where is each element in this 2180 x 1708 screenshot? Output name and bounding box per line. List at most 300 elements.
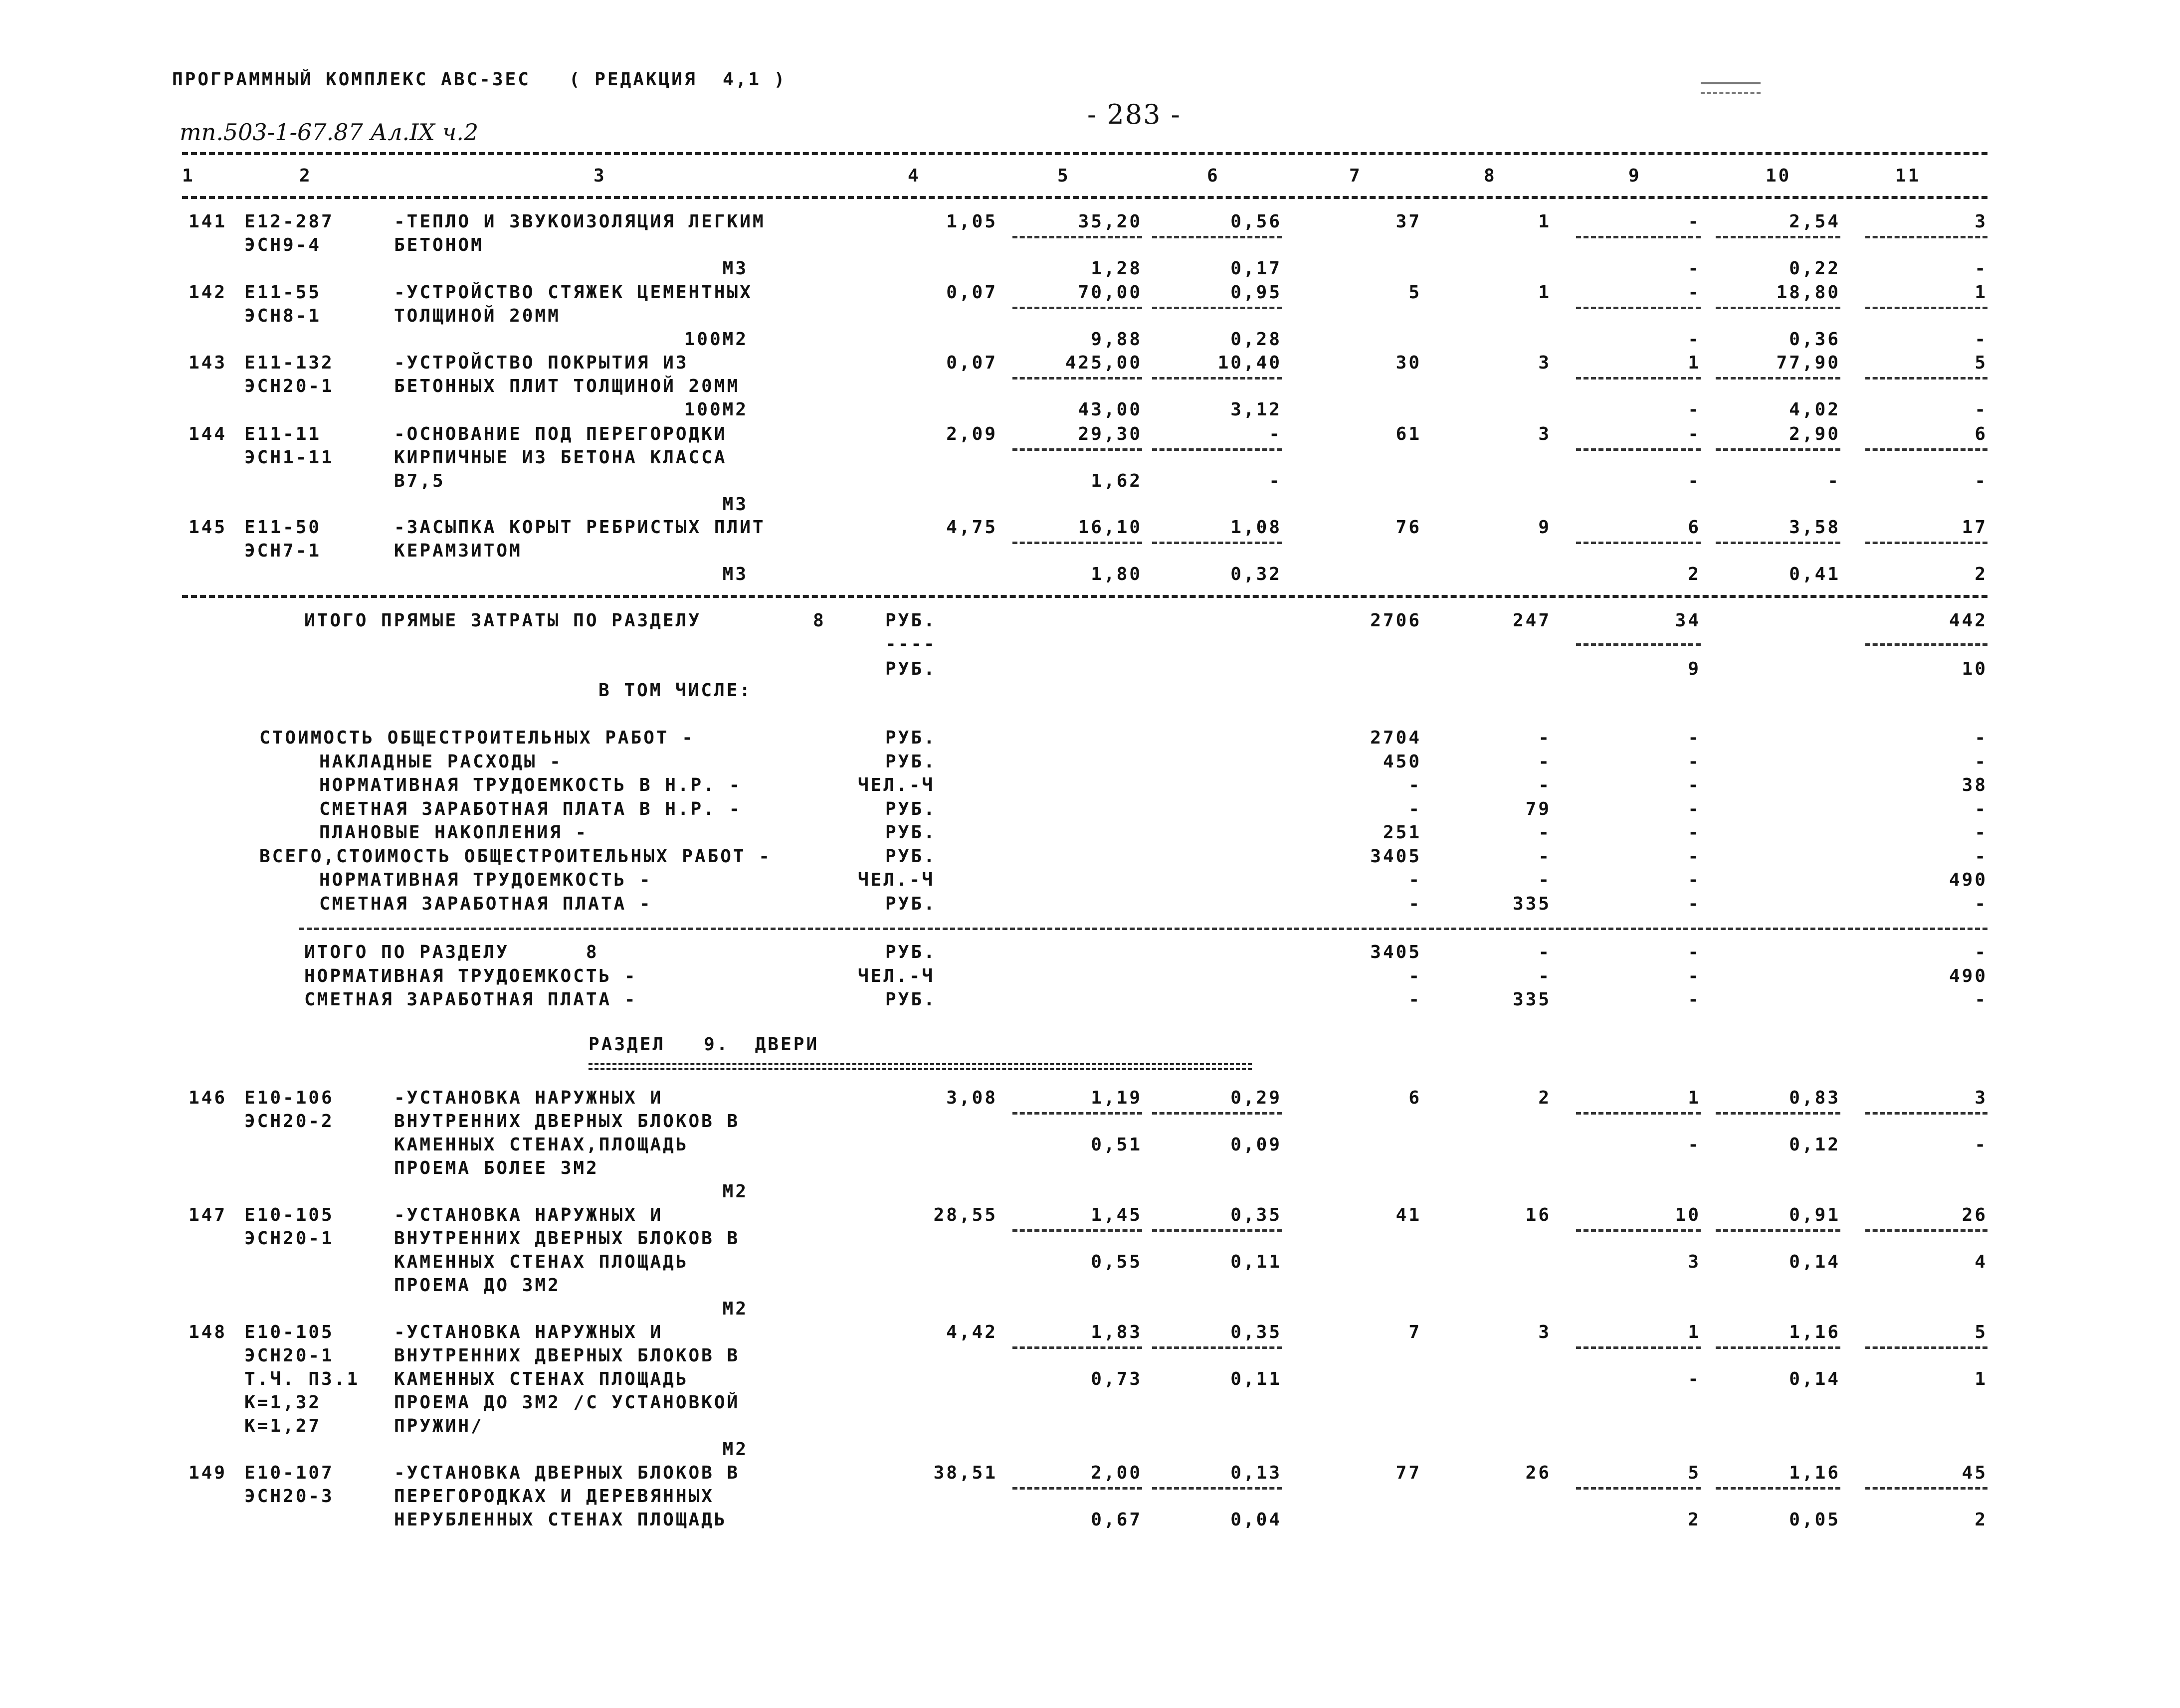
row-c5-second: 1,62 (1091, 471, 1142, 491)
row-c9: 6 (1688, 517, 1701, 538)
row-unit: М2 (722, 1181, 748, 1202)
row-c9: 1 (1688, 353, 1701, 373)
summary-col7: - (1408, 870, 1421, 890)
totals-col11-b: 10 (1962, 659, 1987, 679)
row-c9-second: 2 (1688, 564, 1701, 584)
row-c8: 16 (1525, 1205, 1551, 1225)
section-total-label: СМЕТНАЯ ЗАРАБОТНАЯ ПЛАТА - (304, 989, 637, 1010)
page-number: - 283 - (1087, 99, 1181, 130)
row-c10-second: 0,14 (1789, 1252, 1840, 1272)
row-c8: 3 (1538, 424, 1551, 444)
row-c11: 3 (1975, 1088, 1987, 1108)
row-c10: 1,16 (1789, 1463, 1840, 1483)
row-c10-second: 0,36 (1789, 329, 1840, 350)
row-c11: 5 (1975, 353, 1987, 373)
summary-col8: 79 (1525, 798, 1551, 819)
document-code: тп.503-1-67.87 Ал.IX ч.2 (180, 119, 479, 146)
row-number: 149 (188, 1463, 227, 1483)
row-dash (1576, 236, 1701, 238)
row-c10-second: 0,05 (1789, 1510, 1840, 1530)
row-c11-second: 4 (1975, 1252, 1987, 1272)
row-c9: - (1688, 211, 1701, 232)
summary-col7: - (1408, 775, 1421, 795)
row-description: -УСТАНОВКА НАРУЖНЫХ И (394, 1088, 663, 1108)
row-c5-second: 1,80 (1091, 564, 1142, 584)
row-c6-second: 0,11 (1230, 1252, 1282, 1272)
row-description: ПЕРЕГОРОДКАХ И ДЕРЕВЯННЫХ (394, 1486, 714, 1507)
row-c10-second: - (1827, 471, 1840, 491)
row-c5-second: 0,51 (1091, 1135, 1142, 1155)
row-code: Е12-287 (244, 211, 334, 232)
section-total-col11: 490 (1949, 965, 1987, 986)
row-c6: 10,40 (1217, 353, 1282, 373)
totals-section-number: 8 (813, 610, 826, 631)
stamp-mark (1701, 92, 1761, 94)
row-description: -ОСНОВАНИЕ ПОД ПЕРЕГОРОДКИ (394, 424, 727, 444)
section-total-col9: - (1688, 942, 1701, 962)
row-code: Е11-50 (244, 517, 322, 538)
column-header: 3 (594, 166, 606, 186)
summary-col9: - (1688, 893, 1701, 914)
summary-col9: - (1688, 870, 1701, 890)
row-c10-second: 0,41 (1789, 564, 1840, 584)
row-c8: 3 (1538, 353, 1551, 373)
row-c9: 1 (1688, 1088, 1701, 1108)
row-dash (1012, 542, 1142, 544)
row-dash (1012, 1346, 1142, 1349)
row-c10: 1,16 (1789, 1322, 1840, 1342)
summary-label: НОРМАТИВНАЯ ТРУДОЕМКОСТЬ В Н.Р. - (319, 775, 742, 795)
row-subcode: ЭСН1-11 (244, 447, 334, 468)
row-dash (1716, 1229, 1840, 1232)
summary-col7: - (1408, 798, 1421, 819)
row-c10: 0,83 (1789, 1088, 1840, 1108)
row-dash (1865, 236, 1987, 238)
row-dash (1576, 448, 1701, 451)
row-code: Е11-55 (244, 282, 322, 303)
section9-underline (589, 1063, 1252, 1065)
row-c9: - (1688, 424, 1701, 444)
row-subcode: Т.Ч. П3.1 (244, 1369, 360, 1389)
row-dash (1576, 542, 1701, 544)
column-header: 1 (182, 166, 195, 186)
totals-col11: 442 (1949, 610, 1987, 631)
program-header: ПРОГРАММНЫЙ КОМПЛЕКС АВС-ЗЕС ( РЕДАКЦИЯ 4,1 ) (172, 69, 787, 90)
row-c5: 16,10 (1078, 517, 1142, 538)
row-description: ПРОЕМА БОЛЕЕ 3М2 (394, 1158, 599, 1178)
section-total-label: ИТОГО ПО РАЗДЕЛУ 8 (304, 942, 599, 962)
row-c4: 0,07 (946, 282, 997, 303)
row-dash (1012, 448, 1142, 451)
row-dash (1152, 448, 1282, 451)
row-c7: 7 (1408, 1322, 1421, 1342)
section-total-col9: - (1688, 965, 1701, 986)
column-header: 9 (1628, 166, 1641, 186)
row-c11-second: 2 (1975, 564, 1987, 584)
row-description: КАМЕННЫХ СТЕНАХ ПЛОЩАДЬ (394, 1252, 689, 1272)
row-c5: 70,00 (1078, 282, 1142, 303)
section-total-col8: - (1538, 942, 1551, 962)
row-c6-second: 0,09 (1230, 1135, 1282, 1155)
row-dash (1576, 307, 1701, 309)
row-dash (1716, 307, 1840, 309)
row-dash (1716, 1112, 1840, 1115)
row-unit: М3 (722, 494, 748, 515)
row-c10: 2,90 (1789, 424, 1840, 444)
row-dash (1865, 307, 1987, 309)
row-c6-second: 0,11 (1230, 1369, 1282, 1389)
row-number: 143 (188, 353, 227, 373)
row-dash (1012, 1112, 1142, 1115)
row-c10: 2,54 (1789, 211, 1840, 232)
section9-underline (589, 1068, 1252, 1070)
row-c9: 10 (1675, 1205, 1701, 1225)
row-dash (1576, 1487, 1701, 1490)
summary-col8: - (1538, 751, 1551, 772)
row-subcode: К=1,27 (244, 1416, 322, 1436)
row-dash (1576, 1229, 1701, 1232)
row-dash (1152, 1112, 1282, 1115)
row-dash (1152, 1487, 1282, 1490)
row-description: КЕРАМЗИТОМ (394, 541, 522, 561)
row-description: ПРОЕМА ДО 3М2 /С УСТАНОВКОЙ (394, 1392, 740, 1413)
row-dash (1012, 1487, 1142, 1490)
summary-label: СМЕТНАЯ ЗАРАБОТНАЯ ПЛАТА - (319, 893, 652, 914)
row-description: -ТЕПЛО И ЗВУКОИЗОЛЯЦИЯ ЛЕГКИМ (394, 211, 766, 232)
row-dash (1716, 236, 1840, 238)
section-total-col8: - (1538, 965, 1551, 986)
summary-col8: - (1538, 846, 1551, 867)
row-dash (1576, 377, 1701, 380)
column-header: 4 (908, 166, 921, 186)
row-subcode: ЭСН20-1 (244, 1345, 334, 1366)
row-c11: 5 (1975, 1322, 1987, 1342)
row-c10-second: 0,14 (1789, 1369, 1840, 1389)
section-total-col7: - (1408, 989, 1421, 1010)
summary-col9: - (1688, 846, 1701, 867)
summary-col11: - (1975, 728, 1987, 748)
row-description: ВНУТРЕННИХ ДВЕРНЫХ БЛОКОВ В (394, 1345, 740, 1366)
summary-label: ВСЕГО,СТОИМОСТЬ ОБЩЕСТРОИТЕЛЬНЫХ РАБОТ - (259, 846, 772, 867)
section-total-col11: - (1975, 942, 1987, 962)
section-total-col7: 3405 (1370, 942, 1421, 962)
summary-col7: 251 (1383, 822, 1421, 843)
summary-label: НОРМАТИВНАЯ ТРУДОЕМКОСТЬ - (319, 870, 652, 890)
row-c6: - (1269, 424, 1282, 444)
row-dash (1716, 448, 1840, 451)
rule-header (182, 196, 1987, 199)
row-c4: 3,08 (946, 1088, 997, 1108)
totals-unit: РУБ. (885, 610, 937, 631)
row-c9-second: 3 (1688, 1252, 1701, 1272)
row-c5-second: 9,88 (1091, 329, 1142, 350)
row-subcode: ЭСН7-1 (244, 541, 322, 561)
row-c11: 1 (1975, 282, 1987, 303)
rule-top (182, 152, 1987, 155)
row-c9: 5 (1688, 1463, 1701, 1483)
row-description: -УСТАНОВКА НАРУЖНЫХ И (394, 1205, 663, 1225)
row-code: Е10-105 (244, 1322, 334, 1342)
row-code: Е10-107 (244, 1463, 334, 1483)
section-total-col8: 335 (1512, 989, 1551, 1010)
row-c11-second: 1 (1975, 1369, 1987, 1389)
section-total-unit: РУБ. (885, 989, 937, 1010)
row-code: Е11-132 (244, 353, 334, 373)
row-dash (1716, 542, 1840, 544)
row-c7: 37 (1395, 211, 1421, 232)
row-description: -УСТРОЙСТВО СТЯЖЕК ЦЕМЕНТНЫХ (394, 282, 753, 303)
summary-unit: ЧЕЛ.-Ч (858, 870, 935, 890)
summary-col8: - (1538, 822, 1551, 843)
row-c10-second: 4,02 (1789, 399, 1840, 420)
row-c5-second: 0,73 (1091, 1369, 1142, 1389)
row-c11-second: - (1975, 471, 1987, 491)
row-c4: 0,07 (946, 353, 997, 373)
row-code: Е11-11 (244, 424, 322, 444)
summary-col9: - (1688, 775, 1701, 795)
row-c7: 41 (1395, 1205, 1421, 1225)
row-subcode: ЭСН20-2 (244, 1111, 334, 1132)
row-code: Е10-106 (244, 1088, 334, 1108)
row-c11: 17 (1962, 517, 1987, 538)
totals-col9-dash (1576, 643, 1701, 646)
totals-col9: 34 (1675, 610, 1701, 631)
row-c8: 1 (1538, 282, 1551, 303)
row-subcode: ЭСН20-1 (244, 1228, 334, 1249)
row-c11-second: - (1975, 258, 1987, 279)
row-description: ПРОЕМА ДО 3М2 (394, 1275, 561, 1296)
row-dash (1865, 448, 1987, 451)
summary-label: ПЛАНОВЫЕ НАКОПЛЕНИЯ - (319, 822, 589, 843)
row-c6: 0,13 (1230, 1463, 1282, 1483)
row-c5: 425,00 (1065, 353, 1142, 373)
row-c4: 4,75 (946, 517, 997, 538)
row-c6: 0,35 (1230, 1205, 1282, 1225)
summary-col11: - (1975, 751, 1987, 772)
row-c7: 61 (1395, 424, 1421, 444)
row-c6-second: 0,32 (1230, 564, 1282, 584)
row-description: БЕТОННЫХ ПЛИТ ТОЛЩИНОЙ 20ММ (394, 376, 740, 396)
section-total-label: НОРМАТИВНАЯ ТРУДОЕМКОСТЬ - (304, 965, 637, 986)
summary-col7: - (1408, 893, 1421, 914)
section-total-col9: - (1688, 989, 1701, 1010)
row-c7: 77 (1395, 1463, 1421, 1483)
row-c9-second: - (1688, 329, 1701, 350)
summary-col7: 450 (1383, 751, 1421, 772)
row-c10: 18,80 (1776, 282, 1840, 303)
row-c8: 2 (1538, 1088, 1551, 1108)
row-c11-second: - (1975, 399, 1987, 420)
row-unit: М3 (722, 564, 748, 584)
row-c6: 1,08 (1230, 517, 1282, 538)
totals-title: ИТОГО ПРЯМЫЕ ЗАТРАТЫ ПО РАЗДЕЛУ (304, 610, 701, 631)
summary-unit: ЧЕЛ.-Ч (858, 775, 935, 795)
totals-unit-dash: ---- (885, 634, 937, 654)
totals-unit-2: РУБ. (885, 659, 937, 679)
row-c6-second: 0,17 (1230, 258, 1282, 279)
summary-unit: РУБ. (885, 798, 937, 819)
section-total-col11: - (1975, 989, 1987, 1010)
summary-col11: 490 (1949, 870, 1987, 890)
row-unit: 100М2 (684, 329, 748, 350)
column-header: 8 (1484, 166, 1497, 186)
row-description: КАМЕННЫХ СТЕНАХ ПЛОЩАДЬ (394, 1369, 689, 1389)
row-c11: 3 (1975, 211, 1987, 232)
row-c5-second: 0,67 (1091, 1510, 1142, 1530)
row-c9-second: - (1688, 1369, 1701, 1389)
summary-unit: РУБ. (885, 822, 937, 843)
row-c9-second: - (1688, 258, 1701, 279)
row-number: 144 (188, 424, 227, 444)
row-c7: 5 (1408, 282, 1421, 303)
row-description: ПРУЖИН/ (394, 1416, 484, 1436)
row-c9-second: - (1688, 471, 1701, 491)
row-dash (1576, 1346, 1701, 1349)
row-c11-second: - (1975, 1135, 1987, 1155)
row-c4: 4,42 (946, 1322, 997, 1342)
row-description: БЕТОНОМ (394, 235, 484, 255)
row-c5: 1,83 (1091, 1322, 1142, 1342)
row-c10-second: 0,12 (1789, 1135, 1840, 1155)
row-c8: 1 (1538, 211, 1551, 232)
row-c9-second: - (1688, 399, 1701, 420)
summary-col11: 38 (1962, 775, 1987, 795)
summary-col9: - (1688, 798, 1701, 819)
row-c5: 1,45 (1091, 1205, 1142, 1225)
summary-col11: - (1975, 798, 1987, 819)
row-c6: 0,35 (1230, 1322, 1282, 1342)
row-c8: 26 (1525, 1463, 1551, 1483)
row-c5: 35,20 (1078, 211, 1142, 232)
row-dash (1865, 377, 1987, 380)
row-number: 145 (188, 517, 227, 538)
row-unit: 100М2 (684, 399, 748, 420)
summary-col9: - (1688, 751, 1701, 772)
row-dash (1152, 1346, 1282, 1349)
stamp-mark (1701, 82, 1761, 84)
row-dash (1012, 307, 1142, 309)
row-dash (1152, 1229, 1282, 1232)
summary-unit: РУБ. (885, 728, 937, 748)
row-dash (1012, 1229, 1142, 1232)
summary-col11: - (1975, 846, 1987, 867)
column-header: 10 (1766, 166, 1791, 186)
row-description: -ЗАСЫПКА КОРЫТ РЕБРИСТЫХ ПЛИТ (394, 517, 766, 538)
row-c6-second: 0,04 (1230, 1510, 1282, 1530)
column-header: 6 (1207, 166, 1220, 186)
totals-col8: 247 (1512, 610, 1551, 631)
row-subcode: К=1,32 (244, 1392, 322, 1413)
row-unit: М2 (722, 1439, 748, 1460)
row-c11: 26 (1962, 1205, 1987, 1225)
row-dash (1152, 236, 1282, 238)
row-description: В7,5 (394, 471, 445, 491)
row-dash (1865, 1112, 1987, 1115)
row-c9: 1 (1688, 1322, 1701, 1342)
row-c11-second: 2 (1975, 1510, 1987, 1530)
summary-unit: РУБ. (885, 751, 937, 772)
row-number: 148 (188, 1322, 227, 1342)
row-dash (1865, 1346, 1987, 1349)
including-label: В ТОМ ЧИСЛЕ: (598, 680, 753, 701)
totals-col9-b: 9 (1688, 659, 1701, 679)
row-dash (1576, 1112, 1701, 1115)
row-subcode: ЭСН20-3 (244, 1486, 334, 1507)
row-c5-second: 1,28 (1091, 258, 1142, 279)
summary-col11: - (1975, 822, 1987, 843)
row-description: КАМЕННЫХ СТЕНАХ,ПЛОЩАДЬ (394, 1135, 689, 1155)
row-dash (1012, 377, 1142, 380)
summary-col9: - (1688, 822, 1701, 843)
row-c4: 1,05 (946, 211, 997, 232)
summary-col7: 2704 (1370, 728, 1421, 748)
row-dash (1865, 1229, 1987, 1232)
row-number: 146 (188, 1088, 227, 1108)
row-description: ВНУТРЕННИХ ДВЕРНЫХ БЛОКОВ В (394, 1228, 740, 1249)
row-c11-second: - (1975, 329, 1987, 350)
row-c6: 0,95 (1230, 282, 1282, 303)
row-c10: 3,58 (1789, 517, 1840, 538)
section-total-unit: РУБ. (885, 942, 937, 962)
row-unit: М3 (722, 258, 748, 279)
rule-section-total (299, 928, 1987, 930)
summary-unit: РУБ. (885, 893, 937, 914)
summary-col8: - (1538, 775, 1551, 795)
section-total-unit: ЧЕЛ.-Ч (858, 965, 935, 986)
row-c6: 0,56 (1230, 211, 1282, 232)
row-c8: 3 (1538, 1322, 1551, 1342)
row-c4: 28,55 (933, 1205, 997, 1225)
row-description: -УСТАНОВКА НАРУЖНЫХ И (394, 1322, 663, 1342)
row-subcode: ЭСН9-4 (244, 235, 322, 255)
row-c5-second: 0,55 (1091, 1252, 1142, 1272)
row-unit: М2 (722, 1299, 748, 1319)
row-c9-second: 2 (1688, 1510, 1701, 1530)
summary-col8: - (1538, 728, 1551, 748)
row-c9: - (1688, 282, 1701, 303)
row-c6: 0,29 (1230, 1088, 1282, 1108)
row-c7: 30 (1395, 353, 1421, 373)
row-description: -УСТАНОВКА ДВЕРНЫХ БЛОКОВ В (394, 1463, 740, 1483)
summary-col8: - (1538, 870, 1551, 890)
row-dash (1865, 1487, 1987, 1490)
row-c6-second: 0,28 (1230, 329, 1282, 350)
row-c6-second: 3,12 (1230, 399, 1282, 420)
row-code: Е10-105 (244, 1205, 334, 1225)
row-c10-second: 0,22 (1789, 258, 1840, 279)
row-dash (1716, 377, 1840, 380)
row-description: ТОЛЩИНОЙ 20ММ (394, 306, 561, 326)
rule-totals (182, 595, 1987, 598)
summary-col11: - (1975, 893, 1987, 914)
row-dash (1152, 307, 1282, 309)
row-dash (1716, 1346, 1840, 1349)
row-dash (1152, 542, 1282, 544)
row-description: НЕРУБЛЕННЫХ СТЕНАХ ПЛОЩАДЬ (394, 1510, 727, 1530)
row-c11: 45 (1962, 1463, 1987, 1483)
row-c6-second: - (1269, 471, 1282, 491)
row-subcode: ЭСН8-1 (244, 306, 322, 326)
row-c4: 38,51 (933, 1463, 997, 1483)
summary-label: СТОИМОСТЬ ОБЩЕСТРОИТЕЛЬНЫХ РАБОТ - (259, 728, 695, 748)
row-subcode: ЭСН20-1 (244, 376, 334, 396)
column-header: 7 (1349, 166, 1362, 186)
row-c10: 77,90 (1776, 353, 1840, 373)
row-c8: 9 (1538, 517, 1551, 538)
row-c7: 6 (1408, 1088, 1421, 1108)
summary-col8: 335 (1512, 893, 1551, 914)
row-description: ВНУТРЕННИХ ДВЕРНЫХ БЛОКОВ В (394, 1111, 740, 1132)
